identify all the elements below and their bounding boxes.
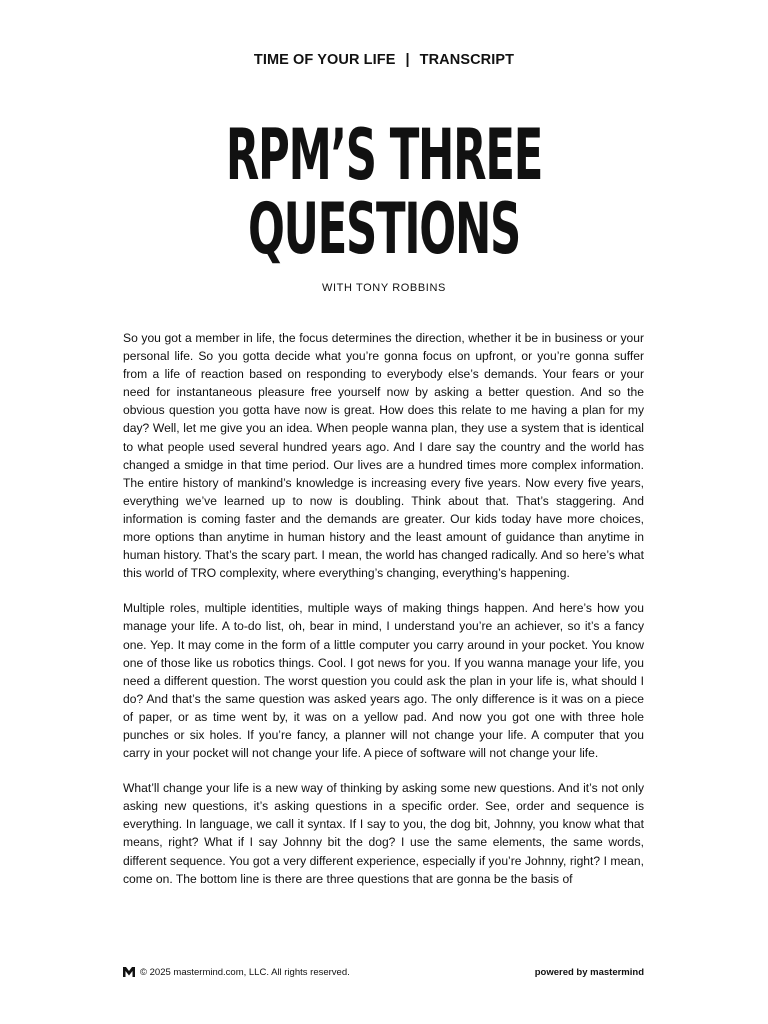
- series-name: TIME OF YOUR LIFE: [253, 52, 396, 68]
- mastermind-logo-icon: [123, 966, 135, 978]
- paragraph: So you got a member in life, the focus determines the direction, whether it be in business or your personal life. So you gotta decide what you’re gonna focus on upfront, or you’re gonna suffer from a life of reaction based on responding to everybody else’s demands. Your fears or your need for instantaneous pleasure free yourself now by asking a better question. And so the obvious question you gotta have now is great. How does this relate to me having a plan for my day? Well, let me give you an idea. When people wanna plan, they use a system that is identical to what people used several hundred years ago. And I dare say the country and the world has changed a smidge in that time period. Our lives are a hundred times more complex information. The entire history of mankind’s knowledge is increasing every five years. Now every five years, everything we’ve learned up to now is doubling. Think about that. That’s staggering. And information is coming faster and the demands are greater. Our kids today have more choices, more options than anytime in human history and the least amount of guidance than anytime in human history. That’s the scary part. I mean, the world has changed radically. And so here’s what this world of TRO complexity, where everything’s changing, everything’s happening.: [123, 331, 644, 581]
- page-subtitle: WITH TONY ROBBINS: [322, 282, 446, 294]
- title-line-1: RPM’S THREE: [225, 114, 543, 196]
- paragraph: Multiple roles, multiple identities, multiple ways of making things happen. And here’s how you manage your life. A to-do list, oh, bear in mind, I understand you’re an achiever, so it’s a fancy one. Yep. It may come in the form of a little computer you carry around in your pocket. You know one of those like us robotics things. Cool. I got news for you. If you wanna manage your life, you need a different question. The worst question you could ask the plan in your life is, what should I do? And that’s the same question was asked years ago. The only difference is it was on a piece of paper, or as time went by, it was on a yellow pad. And now you got one with three hole punches or six holes. If you’re fancy, a planner will not change your life. A computer that you carry in your pocket will not change your life. A piece of software will not change your life.: [123, 601, 644, 761]
- paragraph: What’ll change your life is a new way of thinking by asking some new questions. And it’s not only asking new questions, it’s asking questions in a specific order. See, order and sequence is everything. In language, we call it syntax. If I say to you, the dog bit, Johnny, you know what that means, right? What if I say Johnny bit the dog? I use the same elements, the same words, different sequence. You got a very different experience, especially if you’re Johnny, right? I mean, come on. The bottom line is there are three questions that are gonna be the basis of: [123, 781, 644, 886]
- header-separator: |: [405, 52, 410, 68]
- powered-by: powered by mastermind: [534, 967, 644, 978]
- title-line-2: QUESTIONS: [247, 188, 521, 270]
- document-header: [0, 52, 768, 68]
- transcript-body: [123, 329, 644, 905]
- page-title: [0, 114, 768, 270]
- footer-copyright-block: [123, 966, 350, 978]
- page-footer: [123, 966, 644, 982]
- document-type: TRANSCRIPT: [419, 52, 515, 68]
- copyright-text: © 2025 mastermind.com, LLC. All rights reserved.: [140, 966, 350, 978]
